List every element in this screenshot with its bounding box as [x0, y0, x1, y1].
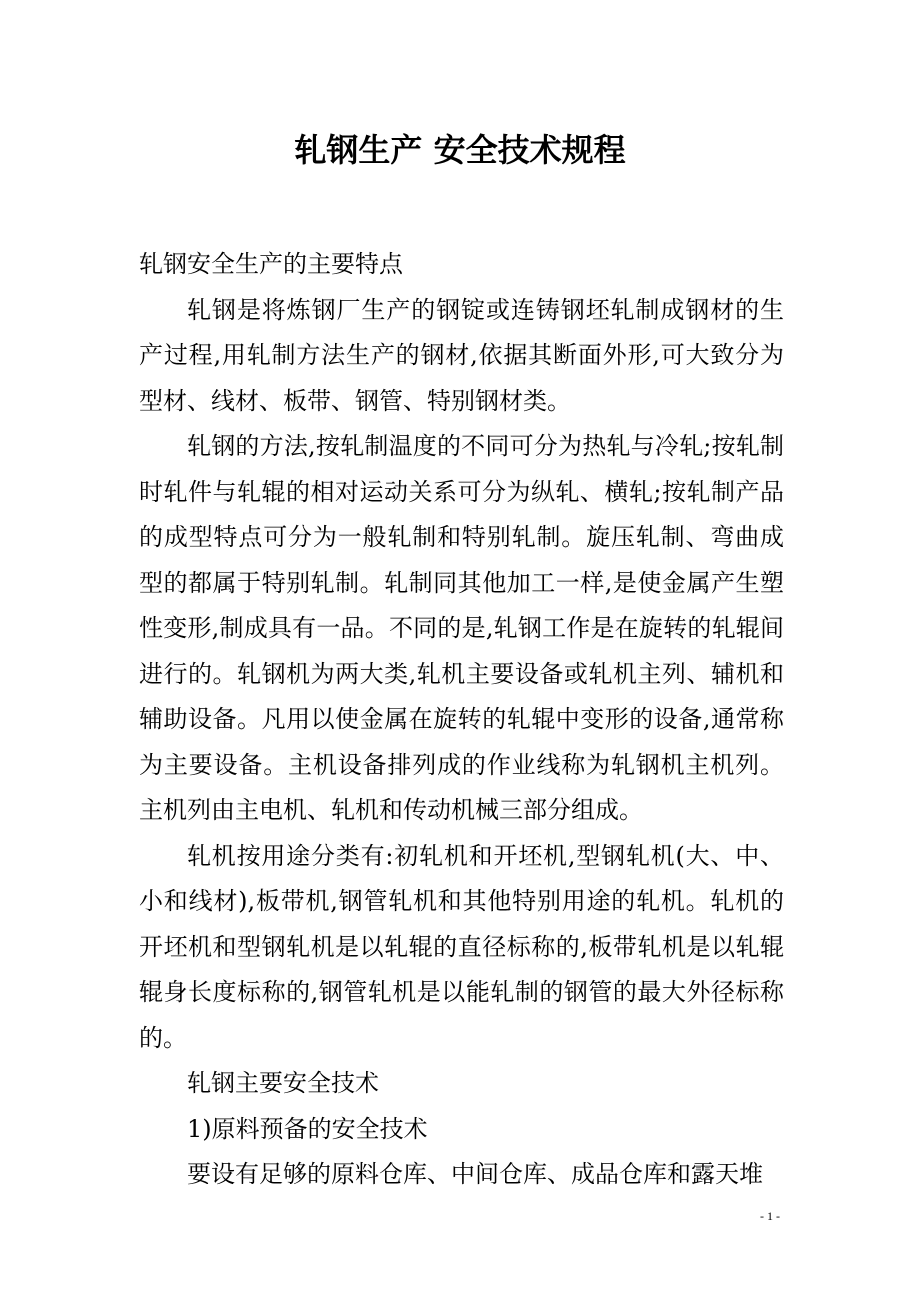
- subheading-raw-material: 1)原料预备的安全技术: [187, 1114, 428, 1143]
- page-number: - 1 -: [760, 1209, 780, 1223]
- paragraph-2: 轧钢的方法,按轧制温度的不同可分为热轧与冷轧;按轧制时轧件与轧辊的相对运动关系可分为纵轧、横轧;按轧制产品的成型特点可分为一般轧制和特别轧制。旋压轧制、弯曲成型的都属于特别轧制。轧制同其他加工一样,是使金属产生塑性变形,制成具有一品。不同的是,轧钢工作是在旋转的轧辊间进行的。轧钢机为两大类,轧机主要设备或轧机主列、辅机和辅助设备。凡用以使金属在旋转的轧辊中变形的设备,通常称为主要设备。主机设备排列成的作业线称为轧钢机主机列。主机列由主电机、轧机和传动机械三部分组成。: [139, 432, 784, 824]
- paragraph-3: 轧机按用途分类有:初轧机和开坯机,型钢轧机(大、中、小和线材),板带机,钢管轧机和其他特别用途的轧机。轧机的开坯机和型钢轧机是以轧辊的直径标称的,板带轧机是以轧辊辊身长度标称的,钢管轧机是以能轧制的钢管的最大外径标称的。: [139, 841, 784, 1052]
- paragraph-4: 要设有足够的原料仓库、中间仓库、成品仓库和露天堆: [187, 1160, 763, 1188]
- section-heading: 轧钢安全生产的主要特点: [139, 250, 403, 278]
- subheading-safety-technology: 轧钢主要安全技术: [187, 1069, 379, 1097]
- document-title: 轧钢生产 安全技术规程: [294, 131, 626, 169]
- paragraph-1: 轧钢是将炼钢厂生产的钢锭或连铸钢坯轧制成钢材的生产过程,用轧制方法生产的钢材,依据其断面外形,可大致分为型材、线材、板带、钢管、特别钢材类。: [139, 295, 784, 415]
- document-body: [139, 242, 784, 1198]
